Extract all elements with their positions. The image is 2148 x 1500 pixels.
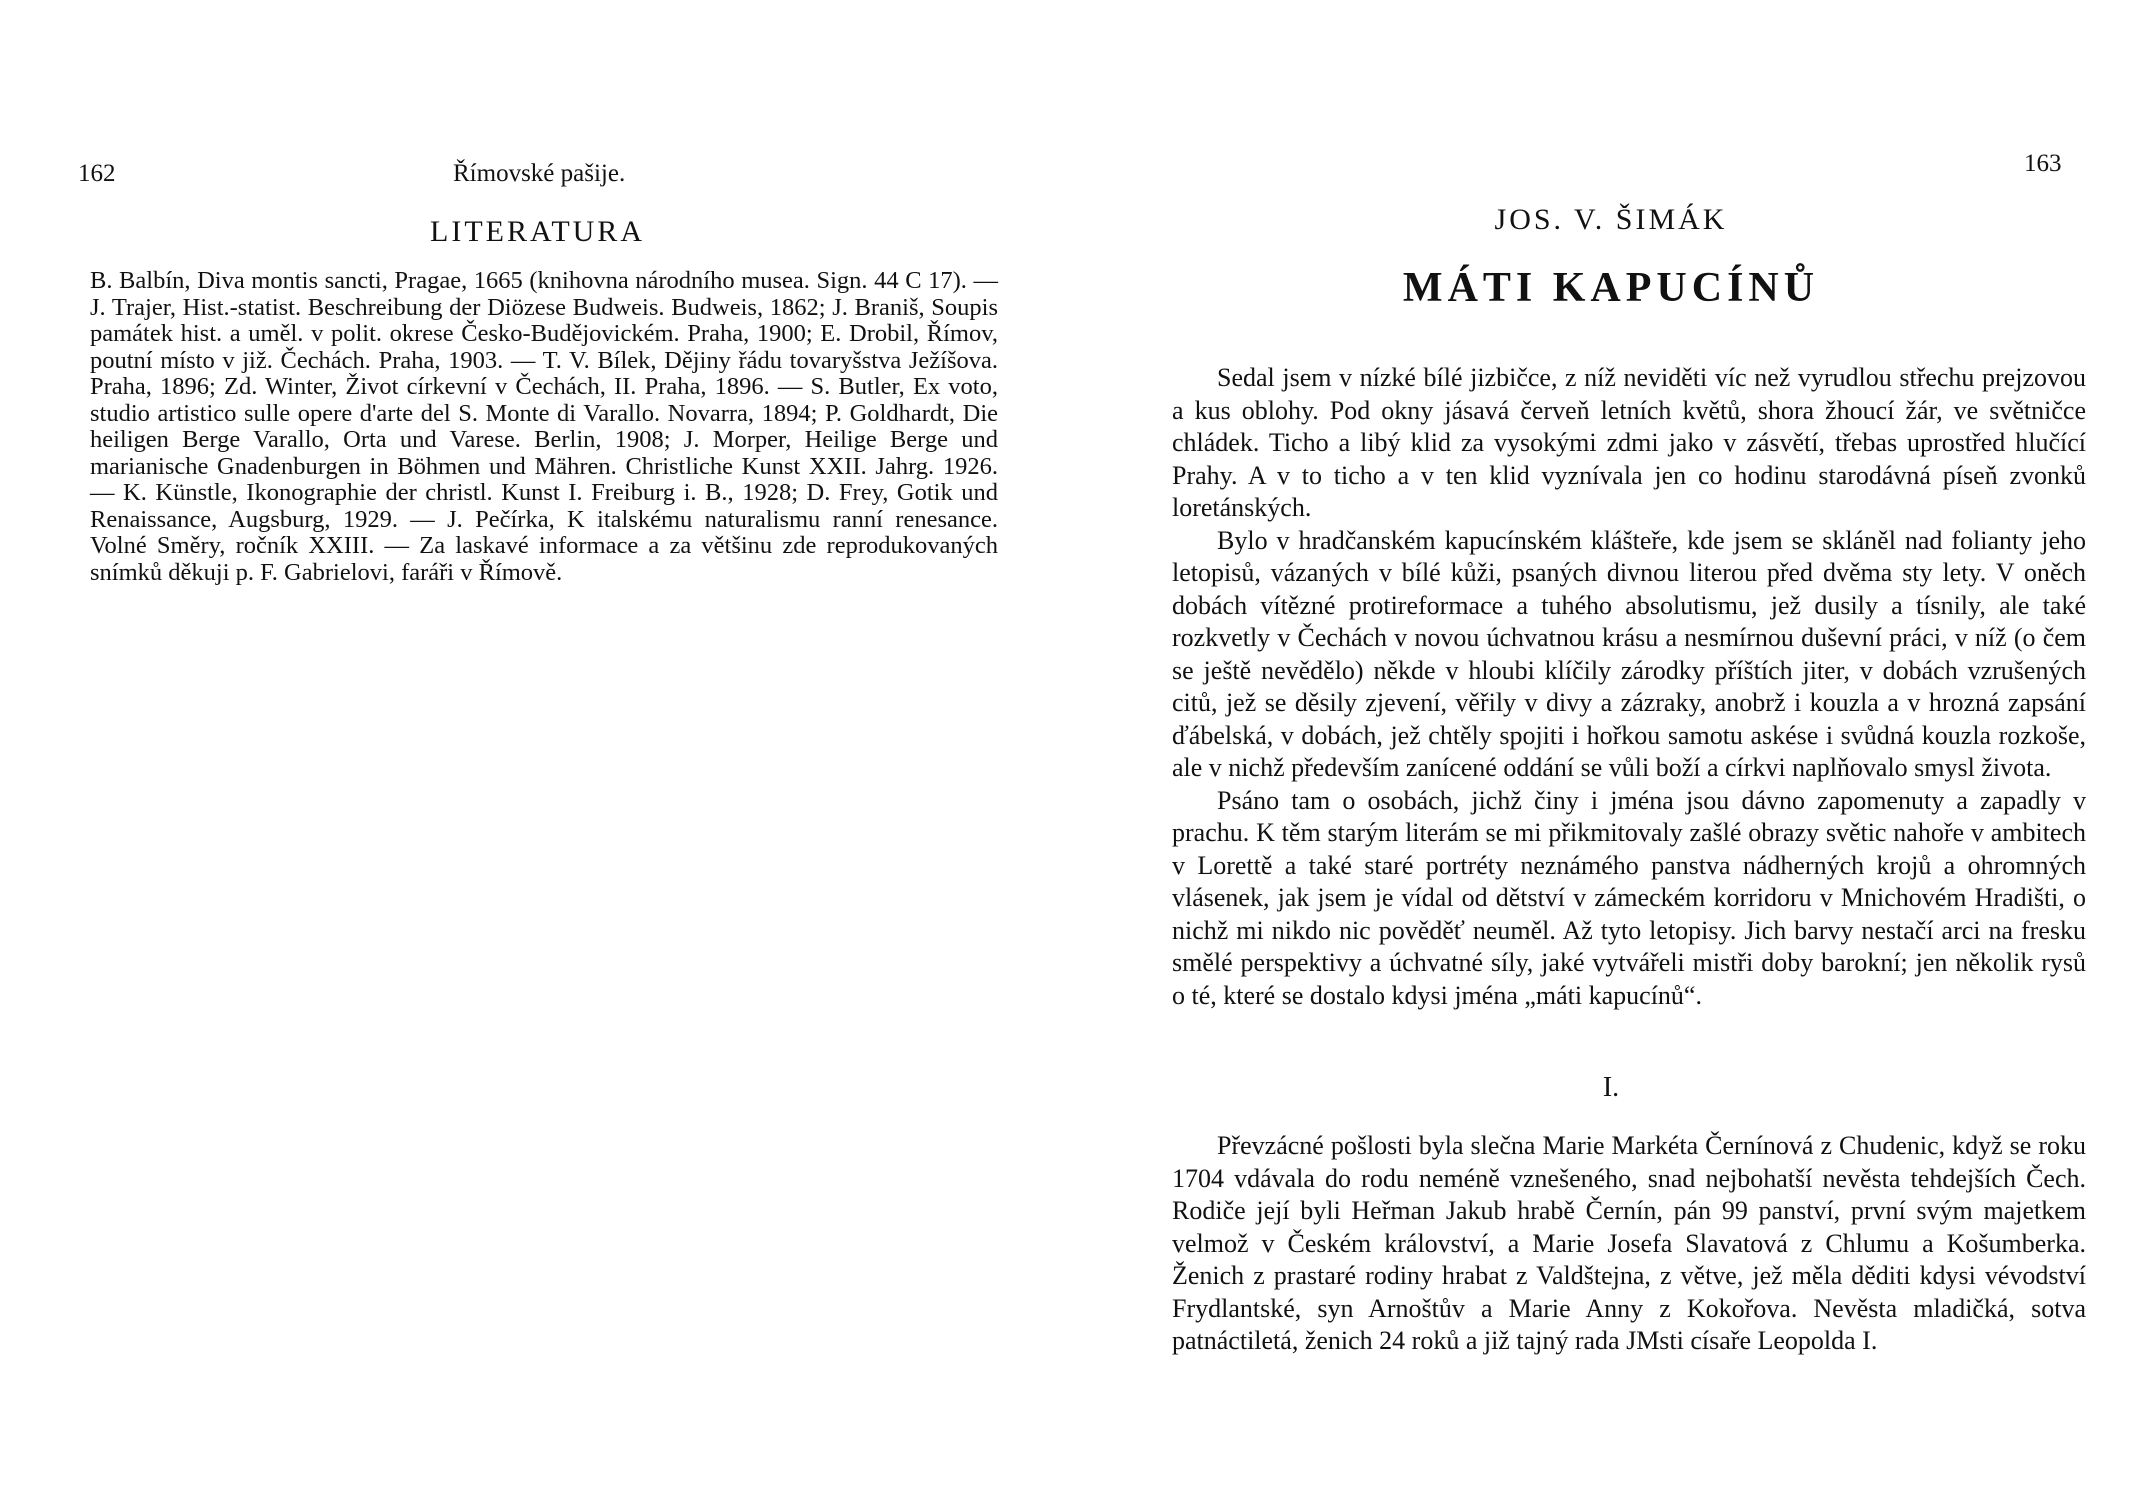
paragraph: Převzácné pošlosti byla slečna Marie Markéta Černínová z Chudenic, když se roku 1704 vdávala do rodu neméně vznešeného, snad nejbohatší nevěsta tehdejších Čech. Rodiče její byli Heřman Jakub hrabě Černín, pán 99 panství, první svým majetkem velmož v Českém království, a Marie Josefa Slavatová z Chlumu a Košumberka. Ženich z prastaré rodiny hrabat z Valdštejna, z větve, jež měla děditi kdysi vévodství Frydlantské, syn Arnoštův a Marie Anny z Kokořova. Nevěsta mladičká, sotva patnáctiletá, ženich 24 roků a již tajný rada JMsti císaře Leopolda I. [1172,1131,2086,1355]
literature-heading: LITERATURA [430,215,645,248]
intro-text [1172,362,2086,1012]
paragraph: Psáno tam o osobách, jichž činy i jména jsou dávno zapomenuty a zapadly v prachu. K těm starým literám se mi přikmitovaly zašlé obrazy světic nahoře v ambitech v Lorettě a také staré portréty neznámého panstva nádherných krojů a ohromných vlásenek, jak jsem je vídal od dětství v zámeckém korridoru v Mnichovém Hradišti, o nichž mi nikdo nic pověděť neuměl. Až tyto letopisy. Jich barvy nestačí arci na fresku smělé perspektivy a úchvatné síly, jaké vytvářeli mistři doby barokní; jen několik rysů o té, které se dostalo kdysi jména „máti kapucínů“. [1172,785,2086,1010]
right-page [1074,0,2148,1500]
chapter-title: MÁTI KAPUCÍNŮ [1402,265,1820,311]
page-number-right: 163 [2024,150,2062,177]
paragraph: Bylo v hradčanském kapucínském klášteře, kde jsem se skláněl nad folianty jeho letopisů, vázaných v bílé kůži, psaných divnou literou před dvěma sty lety. V oněch dobách vítězné protireformace a tuhého absolutismu, jež dusily a tísnily, ale také rozkvetly v Čechách v novou úchvatnou krásu a nesmírnou duševní práci, v níž (o čem se ještě nevědělo) někde v hloubi klíčily zárodky příštích jiter, v dobách vzrušených citů, jež se děsily zjevení, věřily v divy a zázraky, anobrž i kouzla a v hrozná zapsání ďábelská, v dobách, jež chtěly spojiti i hořkou samotu askése i svůdná kouzla rozkoše, ale v nichž především zanícené oddání se vůli boží a církvi naplňovalo smysl života. [1172,525,2086,782]
page-number-left: 162 [78,160,116,187]
author-name: JOS. V. ŠIMÁK [1494,203,1728,236]
running-title: Římovské pašije. [453,160,626,187]
section-text [1172,1130,2086,1358]
paragraph: Sedal jsem v nízké bílé jizbičce, z níž neviděti víc než vyrudlou střechu prejzovou a kus oblohy. Pod okny jásavá červeň letních květů, shora žhoucí žár, ve světničce chládek. Ticho a libý klid za vysokými zdmi jako v zásvětí, třebas uprostřed hlučící Prahy. A v to ticho a v ten klid vyznívala jen co hodinu starodávná píseň zvonků loretánských. [1172,363,2086,522]
bibliography-text: B. Balbín, Diva montis sancti, Pragae, 1665 (knihovna národního musea. Sign. 44 C 17). — J. Trajer, Hist.-statist. Beschreibung der Diözese Budweis. Budweis, 1862; J. Braniš, Soupis památek hist. a uměl. v polit. okrese Česko-Budějovickém. Praha, 1900; E. Drobil, Římov, poutní místo v již. Čechách. Praha, 1903. — T. V. Bílek, Dějiny řádu tovaryšstva Ježíšova. Praha, 1896; Zd. Winter, Život církevní v Čechách, II. Praha, 1896. — S. Butler, Ex voto, studio artistico sulle opere d'arte del S. Monte di Varallo. Novarra, 1894; P. Goldhardt, Die heiligen Berge Varallo, Orta und Varese. Berlin, 1908; J. Morper, Heilige Berge und marianische Gnadenburgen in Böhmen und Mähren. Christliche Kunst XXII. Jahrg. 1926. — K. Künstle, Ikonographie der christl. Kunst I. Freiburg i. B., 1928; D. Frey, Gotik und Renaissance, Augsburg, 1929. — J. Pečírka, K italskému naturalismu ranní renesance. Volné Směry, ročník XXIII. — Za laskavé informace a za většinu zde reprodukovaných snímků děkuji p. F. Gabrielovi, faráři v Římově. [90,267,998,586]
section-number: I. [1602,1072,1620,1103]
